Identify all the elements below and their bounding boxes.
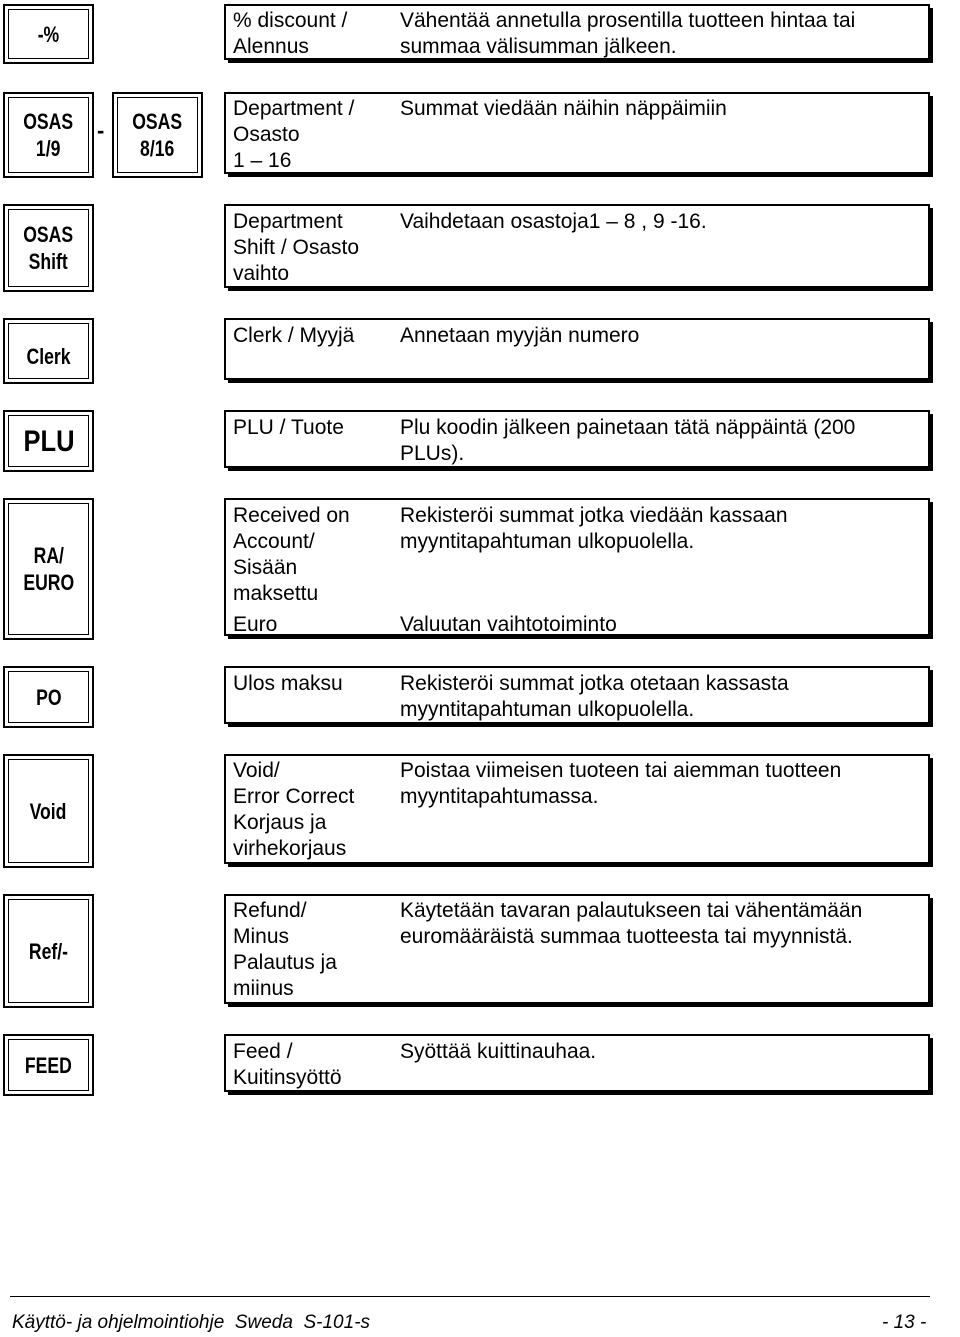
key-name: Department Shift / Osasto vaihto xyxy=(233,210,360,285)
key-department-1-9 xyxy=(3,92,94,178)
key-name: PLU / Tuote xyxy=(233,416,344,439)
key-description: Syöttää kuittinauhaa. xyxy=(400,1040,597,1063)
key-label: PLU xyxy=(23,424,74,458)
key-label: Ref/- xyxy=(28,938,69,964)
key-face xyxy=(8,503,89,635)
key-name: Feed / Kuitinsyöttö xyxy=(233,1040,342,1089)
key-department-8-16 xyxy=(112,92,203,178)
key-received-on-account xyxy=(3,498,94,640)
key-name: Department / Osasto 1 – 16 xyxy=(233,97,355,172)
key-label: OSAS Shift xyxy=(23,222,74,274)
key-face xyxy=(8,671,89,723)
key-plu xyxy=(3,410,94,472)
key-clerk xyxy=(3,318,94,384)
key-face xyxy=(8,9,89,59)
key-face xyxy=(8,323,89,379)
key-description: Annetaan myyjän numero xyxy=(400,324,640,347)
key-name: Ulos maksu xyxy=(233,672,343,695)
key-discount xyxy=(3,4,94,64)
key-description-secondary: Valuutan vaihtotoiminto xyxy=(400,613,617,636)
key-description: Poistaa viimeisen tuoteen tai aiemman tuotteen myyntitapahtumassa. xyxy=(400,759,842,808)
key-face xyxy=(8,97,89,173)
footer-title: Käyttö- ja ohjelmointiohje Sweda S-101-s xyxy=(12,1312,371,1333)
key-face xyxy=(117,97,198,173)
key-name: % discount / Alennus xyxy=(233,9,348,58)
key-feed xyxy=(3,1034,94,1096)
key-description: Käytetään tavaran palautukseen tai vähentämään euromääräistä summaa tuotteesta tai myynnistä. xyxy=(400,899,863,948)
key-label: Void xyxy=(30,798,67,824)
key-label: PO xyxy=(35,684,62,710)
key-face xyxy=(8,209,89,287)
page-number: - 13 - xyxy=(882,1312,927,1333)
key-description: Rekisteröi summat jotka otetaan kassasta myyntitapahtuman ulkopuolella. xyxy=(400,672,789,721)
key-refund xyxy=(3,894,94,1008)
key-description: Vähentää annetulla prosentilla tuotteen hintaa tai summaa välisumman jälkeen. xyxy=(400,9,856,58)
key-void xyxy=(3,754,94,868)
key-name: Refund/ Minus Palautus ja miinus xyxy=(233,899,337,1000)
key-face xyxy=(8,415,89,467)
key-description: Plu koodin jälkeen painetaan tätä näppäintä (200 PLUs). xyxy=(400,416,856,465)
range-separator: - xyxy=(97,118,105,143)
key-description: Rekisteröi summat jotka viedään kassaan myyntitapahtuman ulkopuolella. xyxy=(400,504,788,553)
key-label: Clerk xyxy=(26,343,71,369)
key-label: RA/ EURO xyxy=(23,543,74,595)
key-description: Summat viedään näihin näppäimiin xyxy=(400,97,727,120)
key-department-shift xyxy=(3,204,94,292)
key-face xyxy=(8,759,89,863)
key-name: Void/ Error Correct Korjaus ja virhekorjaus xyxy=(233,759,355,860)
key-face xyxy=(8,899,89,1003)
key-description: Vaihdetaan osastoja1 – 8 , 9 -16. xyxy=(400,210,707,233)
key-paid-out xyxy=(3,666,94,728)
footer-rule xyxy=(10,1296,930,1297)
key-label: FEED xyxy=(25,1052,72,1078)
key-name: Received on Account/ Sisään maksettu xyxy=(233,504,350,605)
key-label: OSAS 1/9 xyxy=(23,109,74,161)
key-label: -% xyxy=(37,21,60,47)
key-face xyxy=(8,1039,89,1091)
key-name: Clerk / Myyjä xyxy=(233,324,355,347)
key-label: OSAS 8/16 xyxy=(132,109,183,161)
key-name-secondary: Euro xyxy=(233,613,278,636)
